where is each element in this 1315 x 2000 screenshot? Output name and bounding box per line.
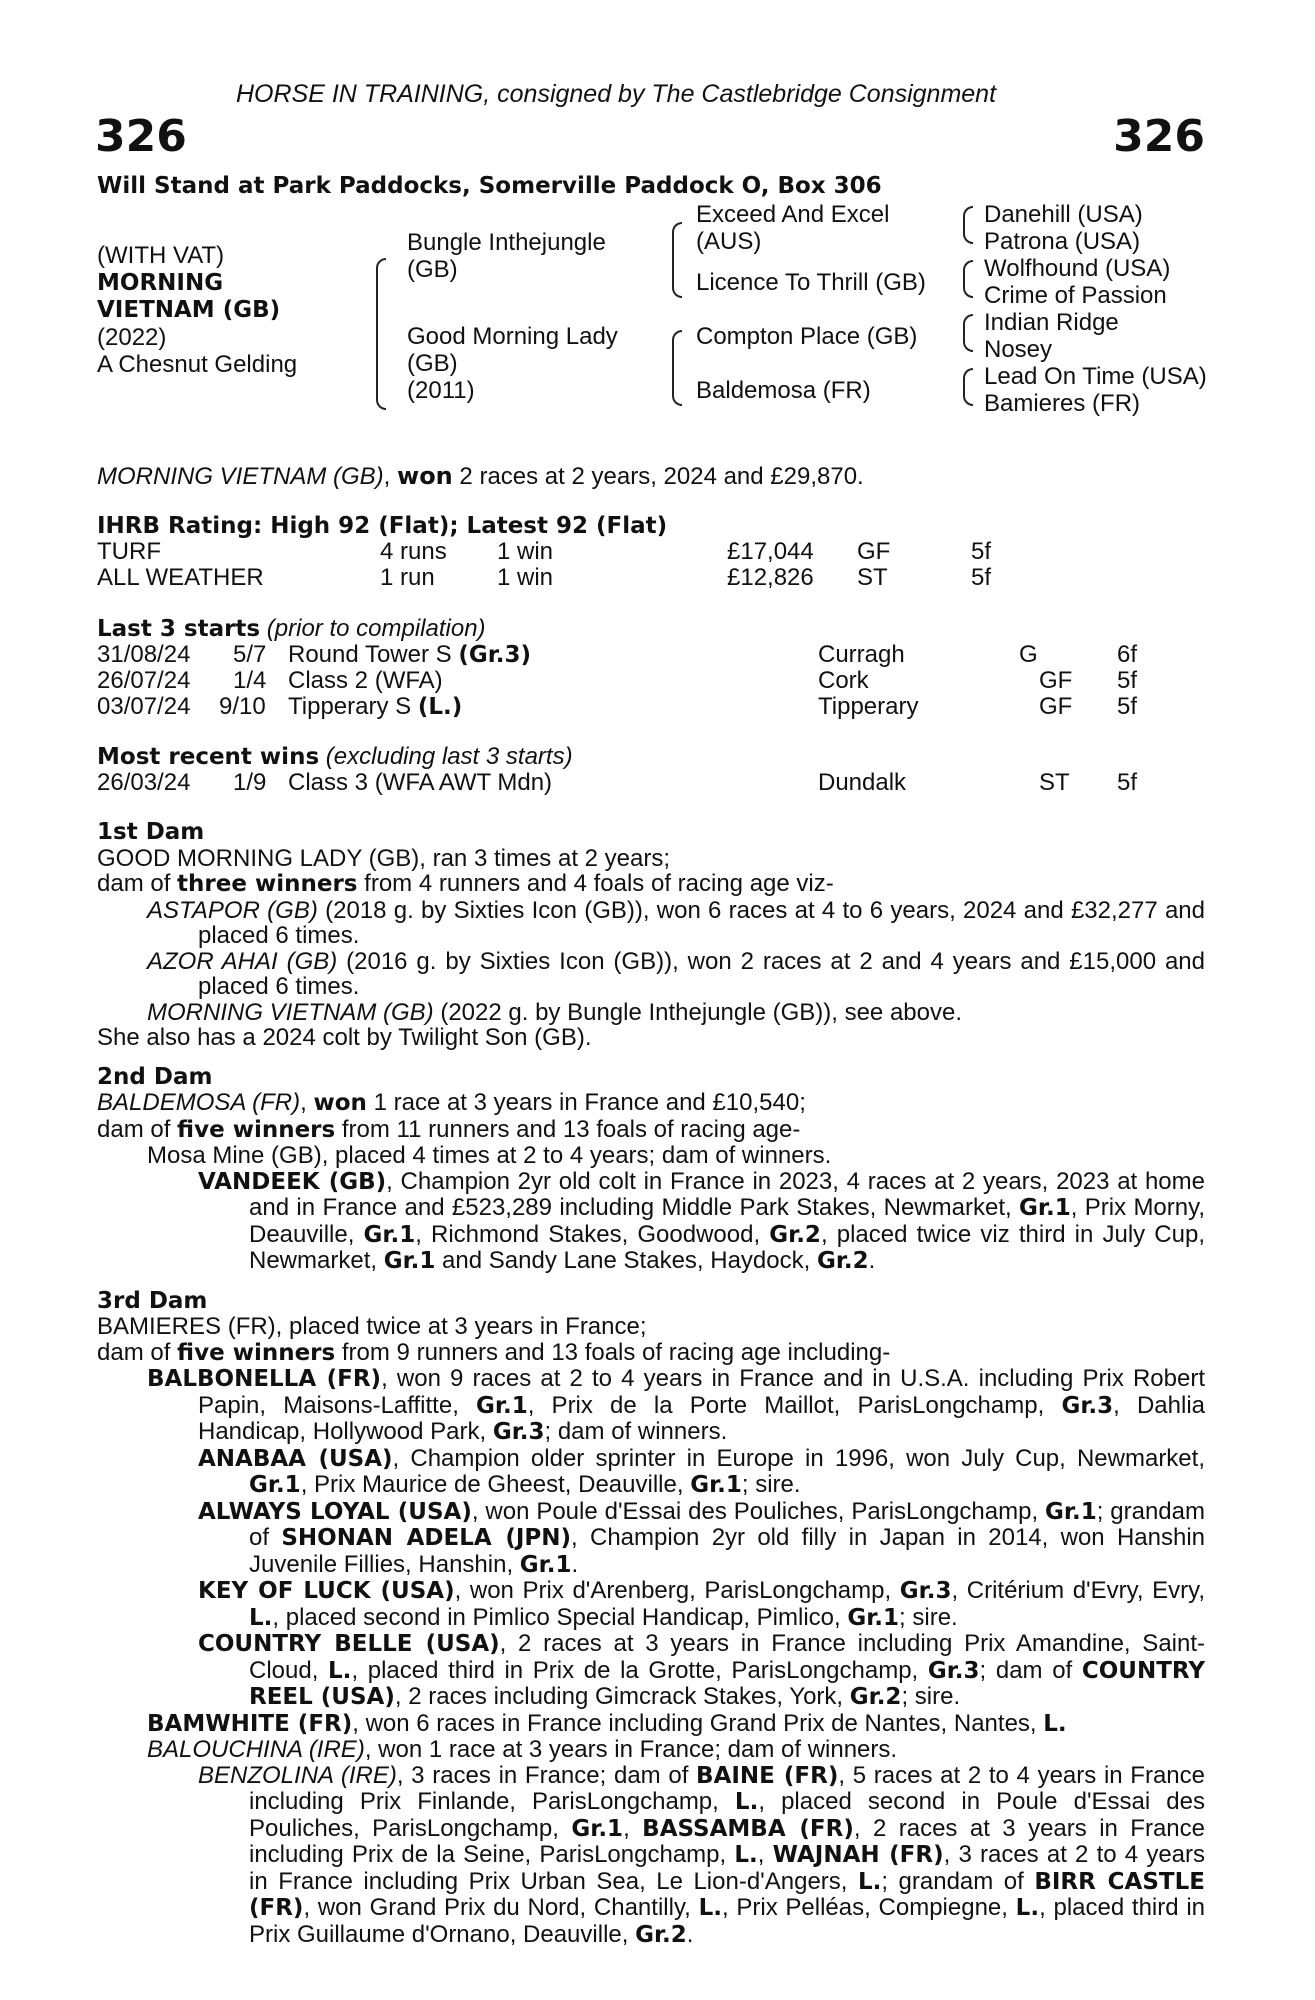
text-run: , Prix Morny, Deauville, [249, 1194, 1206, 1248]
last3-row-pos: 5/7 [233, 641, 267, 668]
last3-row-going: G [1019, 641, 1038, 668]
text-run: , Champion older sprinter in Europe in 1996, won July Cup, Newmarket, [392, 1444, 1205, 1472]
last3-row-date: 31/08/24 [97, 641, 191, 668]
bold-text: Gr.1 [476, 1392, 528, 1419]
last3-row-going: GF [1039, 693, 1073, 720]
text-run: ; dam of winners. [544, 1418, 728, 1445]
bold-text: Gr.2 [769, 1221, 821, 1248]
text-run: , Prix Maurice de Gheest, Deauville, [300, 1471, 691, 1498]
ihrb-turf-prize: £17,044 [727, 538, 814, 565]
horse-year: (2022) [97, 324, 167, 351]
last3-row-grade: (L.) [417, 694, 463, 720]
dam-3-line [97, 1366, 1205, 1446]
bold-text: five winners [177, 1116, 336, 1143]
recent-heading [97, 744, 573, 770]
text-run: 1 race at 3 years in France and £10,540; [366, 1089, 806, 1116]
horse-name-line2: VIETNAM (GB) [97, 297, 281, 323]
bold-text: BAINE (FR) [696, 1762, 839, 1789]
text-run: , 2 races including Gimcrack Stakes, York, [394, 1683, 850, 1710]
bold-text: L. [328, 1657, 352, 1684]
bold-text: Gr.1 [1019, 1195, 1071, 1221]
last3-row-dist: 5f [1117, 693, 1138, 720]
italic-text: BALDEMOSA (FR) [97, 1089, 301, 1116]
dam-heading-2: 2nd Dam [97, 1063, 213, 1090]
dam-2-line [97, 1090, 1205, 1117]
dam-sire: Compton Place (GB) [696, 323, 918, 350]
pedigree-brace-sire [672, 222, 682, 298]
text-run: GOOD MORNING LADY (GB), ran 3 times at 2 years; [97, 844, 671, 872]
dam-1-line [97, 871, 1205, 898]
dam-1-line [97, 898, 1205, 949]
vat-note: (WITH VAT) [97, 242, 225, 269]
last3-row-course: Tipperary [818, 693, 919, 720]
ihrb-turf-wins: 1 win [497, 538, 554, 565]
text-run: , won Poule d'Essai des Pouliches, ParisLongchamp, [471, 1497, 1046, 1525]
lot-number-right: 326 [1113, 111, 1205, 162]
bold-text: WAJNAH (FR) [772, 1842, 944, 1868]
text-run: dam of [97, 870, 178, 897]
ihrb-aw-surface: ALL WEATHER [97, 564, 264, 591]
dam-3-line [97, 1446, 1205, 1499]
dam-origin: (GB) [407, 350, 458, 377]
dam-3-line [97, 1631, 1205, 1711]
last3-row-course: Cork [818, 667, 869, 694]
last3-row-race [288, 668, 443, 694]
sire-name: Bungle Inthejungle [407, 229, 606, 256]
last3-heading-text: Last 3 starts [97, 616, 261, 642]
ihrb-aw-going: ST [857, 564, 888, 591]
bold-text: Gr.1 [519, 1551, 572, 1578]
summary-won: won [397, 462, 453, 490]
ggs-8: Bamieres (FR) [984, 390, 1141, 417]
ggs-3: Wolfhound (USA) [984, 255, 1171, 282]
dam-3-line [97, 1763, 1205, 1949]
dam-1-line [97, 1000, 1205, 1026]
text-run: (2016 g. by Sixties Icon (GB)), won 2 races at 2 and 4 years and £15,000 and placed 6 times. [198, 947, 1205, 1000]
last3-note: (prior to compilation) [260, 615, 486, 642]
text-run: , 2 races at 3 years in France including Prix Amandine, Saint-Cloud, [249, 1630, 1206, 1684]
dam-heading-1: 1st Dam [97, 819, 205, 845]
last3-row-going: GF [1039, 667, 1073, 694]
dam-3-line [97, 1499, 1205, 1579]
ggs-5: Indian Ridge [984, 309, 1119, 336]
bold-text: Gr.1 [847, 1604, 900, 1631]
ihrb-aw-dist: 5f [971, 564, 992, 591]
last3-row-grade: (Gr.3) [458, 642, 532, 668]
last3-row-pos: 1/4 [233, 667, 267, 694]
bold-text: Gr.2 [849, 1684, 902, 1710]
bold-text: Gr.1 [690, 1472, 742, 1498]
text-run: , 3 races at 2 to 4 years in France including Prix Urban Sea, Le Lion-d'Angers, [249, 1841, 1206, 1895]
pedigree-brace-sd [963, 260, 973, 298]
ihrb-aw-runs: 1 run [380, 564, 435, 591]
text-run: dam of [97, 1338, 178, 1366]
ggs-7: Lead On Time (USA) [984, 363, 1207, 390]
bold-text: three winners [177, 871, 358, 897]
text-run: , placed third in Prix de la Grotte, ParisLongchamp, [351, 1656, 928, 1684]
ihrb-heading: IHRB Rating: High 92 (Flat); Latest 92 (Flat) [97, 513, 668, 539]
text-run: , won 6 races in France including Grand Prix de Nantes, Nantes, [352, 1709, 1044, 1737]
bold-text: won [313, 1090, 367, 1116]
bold-text: L. [734, 1789, 759, 1815]
text-run: , [623, 1814, 643, 1842]
recent-heading-text: Most recent wins [97, 744, 320, 770]
dam-2-line [97, 1169, 1205, 1275]
dam-1-line [97, 949, 1205, 1000]
text-run: She also has a 2024 colt by Twilight Son (GB). [97, 1024, 592, 1051]
bold-text: Gr.2 [635, 1921, 687, 1948]
text-run: , won Grand Prix du Nord, Chantilly, [303, 1894, 699, 1921]
text-run: (2018 g. by Sixties Icon (GB)), won 6 races at 4 to 6 years, 2024 and £32,277 and placed 6 times. [198, 896, 1206, 949]
last3-row-race-name: Tipperary S [288, 693, 418, 720]
horse-description: A Chesnut Gelding [97, 351, 298, 378]
recent-row-going: ST [1039, 769, 1070, 796]
text-run: , Critérium d'Evry, Evry, [951, 1577, 1206, 1604]
text-run: from 4 runners and 4 foals of racing age viz- [357, 870, 834, 897]
text-run: , won 1 race at 3 years in France; dam of winners. [364, 1736, 898, 1763]
bold-text: Gr.1 [249, 1472, 301, 1498]
sire-sire: Exceed And Excel [696, 201, 890, 228]
ggs-6: Nosey [984, 336, 1053, 363]
text-run: , 2 races at 3 years in France including Prix de la Seine, ParisLongchamp, [249, 1814, 1205, 1868]
text-run: from 11 runners and 13 foals of racing age- [335, 1115, 801, 1143]
sire-origin: (GB) [407, 256, 458, 283]
italic-text: ASTAPOR (GB) [147, 896, 318, 924]
bold-text: L. [698, 1895, 722, 1921]
bold-text: Gr.3 [899, 1578, 952, 1604]
text-run: ; grandam of [881, 1867, 1035, 1895]
recent-row-pos: 1/9 [233, 769, 267, 796]
dam-1-line [97, 1025, 1205, 1051]
italic-text: BENZOLINA (IRE) [198, 1761, 397, 1789]
last3-row-pos: 9/10 [219, 693, 266, 720]
bold-text: L. [857, 1868, 882, 1895]
text-run: . [868, 1247, 876, 1274]
text-run: , Champion 2yr old filly in Japan in 2014, won Hanshin Juvenile Fillies, Hanshin, [249, 1524, 1206, 1578]
dam-sections [97, 820, 1205, 1948]
ihrb-turf-surface: TURF [97, 538, 161, 565]
text-run: ; dam of [979, 1656, 1082, 1684]
text-run: dam of [97, 1115, 178, 1143]
summary-horse-name: MORNING VIETNAM (GB) [97, 463, 384, 490]
bold-text: SHONAN ADELA (JPN) [281, 1525, 572, 1551]
dam-heading-3: 3rd Dam [97, 1287, 208, 1314]
text-run: , 5 races at 2 to 4 years in France including Prix Finlande, ParisLongchamp, [249, 1761, 1205, 1815]
text-run: , 3 races in France; dam of [396, 1761, 697, 1789]
text-run: . [571, 1550, 579, 1578]
bold-text: BALBONELLA (FR) [147, 1366, 382, 1392]
bold-text: BASSAMBA (FR) [642, 1815, 854, 1842]
bold-text: VANDEEK (GB) [198, 1168, 387, 1195]
last3-row-race [288, 694, 462, 720]
dam-2-line [97, 1117, 1205, 1144]
bold-text: COUNTRY BELLE (USA) [198, 1631, 500, 1657]
dam-year: (2011) [407, 377, 475, 404]
bold-text: BIRR CASTLE (FR) [249, 1868, 1205, 1921]
dam-3-line [97, 1711, 1205, 1738]
bold-text: Gr.3 [1061, 1392, 1114, 1419]
bold-text: KEY OF LUCK (USA) [198, 1578, 455, 1604]
recent-row-course: Dundalk [818, 769, 907, 796]
sire-sire-origin: (AUS) [696, 228, 762, 255]
italic-text: BALOUCHINA (IRE) [147, 1736, 365, 1763]
text-run: , Richmond Stakes, Goodwood, [415, 1220, 770, 1248]
bold-text: Gr.1 [1045, 1498, 1097, 1525]
text-run: , Champion 2yr old colt in France in 2023, 4 races at 2 years, 2023 at home and in France and £523,289 including Middle Park Stakes, Newmarket, [249, 1167, 1205, 1221]
text-run: Mosa Mine (GB), placed 4 times at 2 to 4 years; dam of winners. [147, 1142, 832, 1169]
recent-row-dist: 5f [1117, 769, 1138, 796]
dam-3-line [97, 1340, 1205, 1367]
pedigree-brace-ds [963, 314, 973, 352]
text-run: , Dahlia Handicap, Hollywood Park, [198, 1391, 1205, 1445]
italic-text: AZOR AHAI (GB) [147, 947, 338, 975]
ggs-4: Crime of Passion [984, 282, 1167, 309]
dam-name: Good Morning Lady [407, 323, 618, 350]
bold-text: Gr.1 [383, 1248, 436, 1274]
last3-row-dist: 6f [1117, 641, 1138, 668]
text-run: , [757, 1841, 773, 1868]
bold-text: L. [1043, 1710, 1067, 1737]
bold-text: ALWAYS LOYAL (USA) [198, 1498, 472, 1525]
text-run: , placed second in Pimlico Special Handicap, Pimlico, [272, 1603, 848, 1631]
ihrb-turf-going: GF [857, 538, 891, 565]
last3-row-date: 03/07/24 [97, 693, 191, 720]
recent-note: (excluding last 3 starts) [319, 743, 573, 770]
text-run: , [300, 1089, 314, 1116]
text-run: , placed third in Prix Guillaume d'Ornano, Deauville, [249, 1894, 1206, 1948]
dam-3-line [97, 1578, 1205, 1631]
ihrb-turf-runs: 4 runs [380, 538, 447, 565]
text-run: ; sire. [741, 1471, 801, 1498]
dam-dam: Baldemosa (FR) [696, 377, 871, 404]
text-run: , Prix de la Porte Maillot, ParisLongchamp, [527, 1391, 1062, 1419]
bold-text: Gr.3 [492, 1419, 545, 1445]
text-run: , placed twice viz third in July Cup, Newmarket, [249, 1220, 1205, 1274]
last3-row-race [288, 642, 531, 668]
text-run: , won Prix d'Arenberg, ParisLongchamp, [454, 1577, 900, 1604]
race-summary: MORNING VIETNAM (GB), won 2 races at 2 years, 2024 and £29,870. [97, 462, 864, 490]
bold-text: Gr.2 [816, 1248, 869, 1274]
bold-text: L. [1015, 1895, 1040, 1921]
bold-text: L. [734, 1842, 758, 1868]
text-run: . [686, 1920, 694, 1948]
text-run: , won 9 races at 2 to 4 years in France and in U.S.A. including Prix Robert Papin, Maisons-Laffitte, [198, 1365, 1205, 1419]
lot-number-left: 326 [95, 111, 187, 162]
pedigree-brace-ss [963, 206, 973, 244]
last3-row-date: 26/07/24 [97, 667, 191, 694]
ihrb-aw-prize: £12,826 [727, 564, 814, 591]
text-run: (2022 g. by Bungle Inthejungle (GB)), see above. [433, 998, 962, 1026]
bold-text: Gr.1 [571, 1815, 624, 1842]
italic-text: MORNING VIETNAM (GB) [147, 998, 434, 1026]
bold-text: five winners [177, 1339, 336, 1366]
text-run: ; sire. [899, 1603, 958, 1631]
recent-row-race: Class 3 (WFA AWT Mdn) [288, 769, 553, 796]
text-run: , placed second in Poule d'Essai des Pouliches, ParisLongchamp, [249, 1788, 1205, 1842]
ihrb-turf-dist: 5f [971, 538, 992, 565]
last3-row-race-name: Class 2 (WFA) [288, 667, 443, 694]
bold-text: Gr.3 [927, 1657, 980, 1684]
last3-row-dist: 5f [1117, 667, 1138, 694]
dam-1-line [97, 846, 1205, 872]
pedigree-brace-dam [672, 330, 682, 406]
last3-row-course: Curragh [818, 641, 905, 668]
bold-text: COUNTRY REEL (USA) [249, 1657, 1206, 1710]
last3-row-race-name: Round Tower S [288, 641, 459, 668]
consignment-title: HORSE IN TRAINING, consigned by The Castlebridge Consignment [236, 80, 997, 108]
bold-text: L. [249, 1604, 273, 1631]
horse-name-line1: MORNING [97, 270, 224, 296]
ihrb-aw-wins: 1 win [497, 564, 554, 591]
text-run: from 9 runners and 13 foals of racing age including- [335, 1338, 891, 1366]
bold-text: ANABAA (USA) [198, 1445, 393, 1472]
dam-3-line [97, 1737, 1205, 1763]
dam-2-line [97, 1143, 1205, 1169]
ggs-1: Danehill (USA) [984, 201, 1143, 228]
pedigree-brace-dd [963, 368, 973, 406]
text-run: BAMIERES (FR), placed twice at 3 years in France; [97, 1313, 647, 1340]
ggs-2: Patrona (USA) [984, 228, 1141, 255]
recent-row-date: 26/03/24 [97, 769, 191, 796]
bold-text: BAMWHITE (FR) [147, 1710, 353, 1737]
pedigree-brace-main [376, 258, 386, 410]
sire-dam: Licence To Thrill (GB) [696, 269, 926, 296]
text-run: , Prix Pelléas, Compiegne, [721, 1894, 1016, 1921]
stand-location: Will Stand at Park Paddocks, Somerville Paddock O, Box 306 [97, 173, 882, 199]
text-run: ; grandam of [249, 1497, 1205, 1551]
text-run: and Sandy Lane Stakes, Haydock, [435, 1247, 817, 1274]
dam-3-line [97, 1314, 1205, 1340]
last3-heading [97, 616, 486, 642]
text-run: ; sire. [901, 1683, 961, 1710]
summary-text: 2 races at 2 years, 2024 and £29,870. [452, 463, 864, 490]
bold-text: Gr.1 [363, 1221, 416, 1248]
